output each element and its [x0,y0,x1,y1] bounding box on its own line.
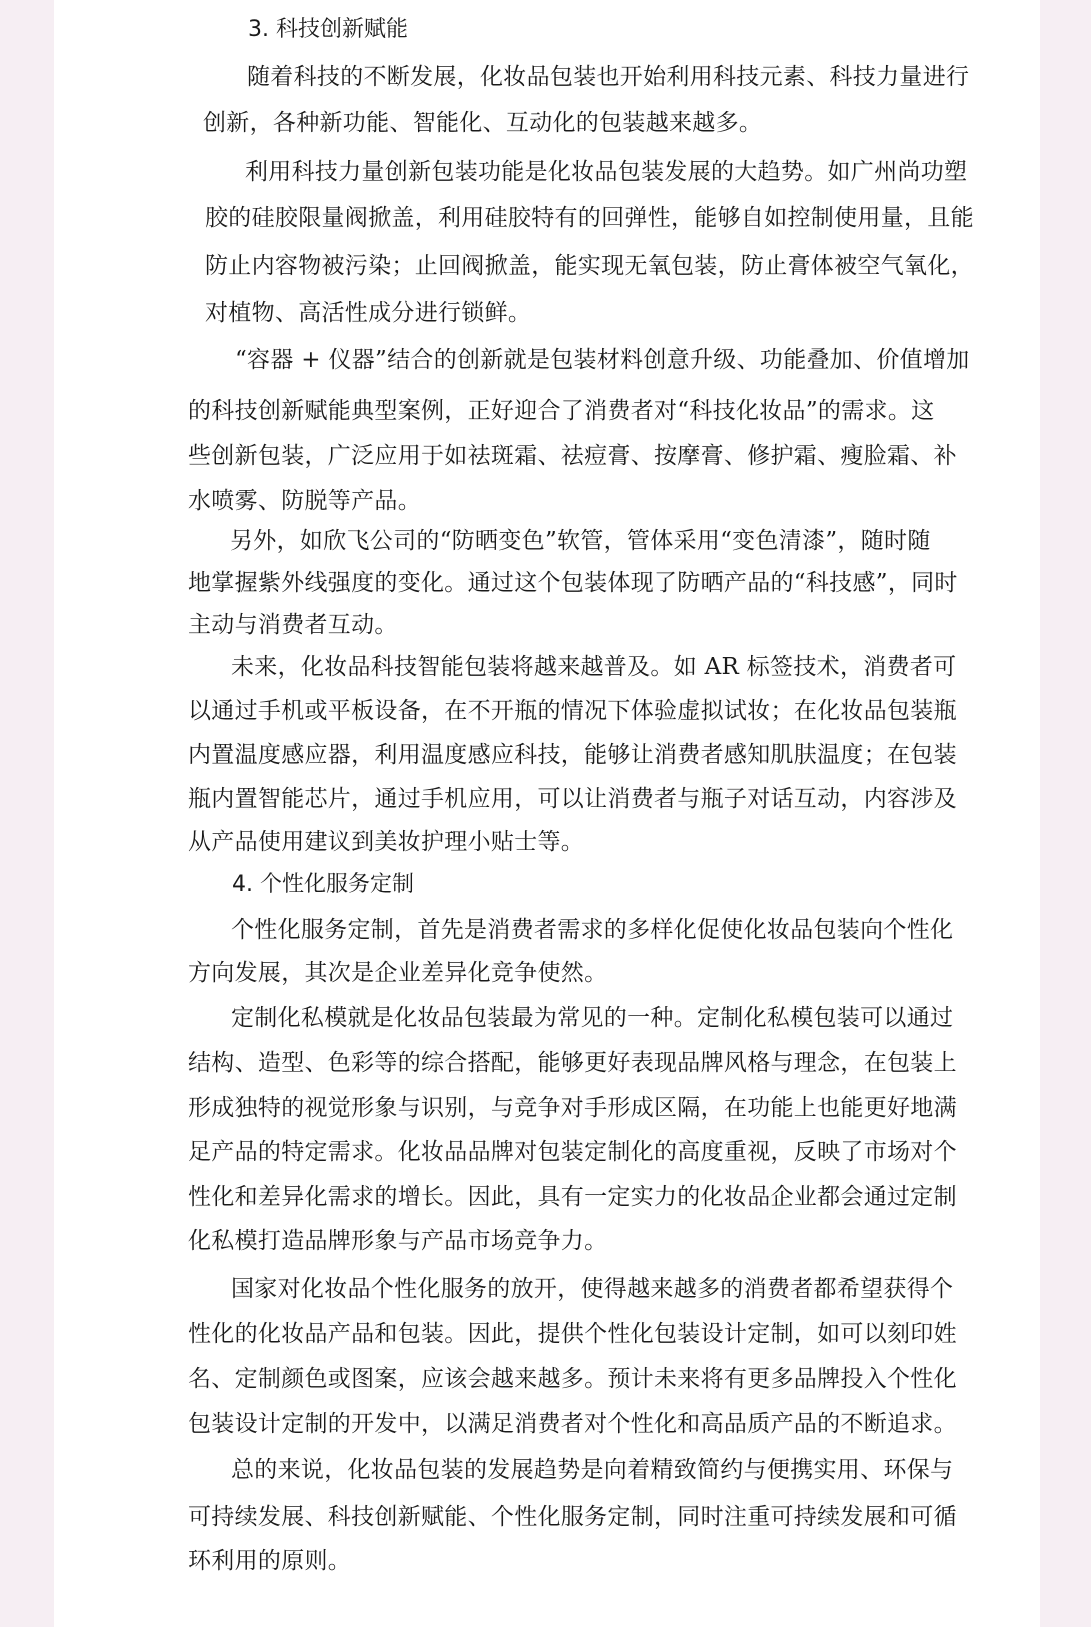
paragraph-line: 总的来说，化妆品包装的发展趋势是向着精致简约与便携实用、环保与 [231,1457,954,1483]
paragraph-line: 创新，各种新功能、智能化、互动化的包装越来越多。 [203,110,763,136]
paragraph-line: 方向发展，其次是企业差异化竞争使然。 [188,960,608,986]
paragraph-line: 些创新包装，广泛应用于如祛斑霜、祛痘膏、按摩膏、修护霜、瘦脸霜、补 [188,443,957,469]
paragraph-line: 未来，化妆品科技智能包装将越来越普及。如 AR 标签技术，消费者可 [231,654,957,680]
paragraph-line: 随着科技的不断发展，化妆品包装也开始利用科技元素、科技力量进行 [247,64,970,90]
paragraph-line: 内置温度感应器，利用温度感应科技，能够让消费者感知肌肤温度；在包装 [188,742,957,768]
paragraph-line: 个性化服务定制，首先是消费者需求的多样化促使化妆品包装向个性化 [231,917,954,943]
paragraph-line: 足产品的特定需求。化妆品品牌对包装定制化的高度重视，反映了市场对个 [188,1139,957,1165]
paragraph-line: 定制化私模就是化妆品包装最为常见的一种。定制化私模包装可以通过 [231,1005,954,1031]
paragraph-line: 性化和差异化需求的增长。因此，具有一定实力的化妆品企业都会通过定制 [188,1184,957,1210]
paragraph-line: 结构、造型、色彩等的综合搭配，能够更好表现品牌风格与理念，在包装上 [188,1050,957,1076]
paragraph-line: 化私模打造品牌形象与产品市场竞争力。 [188,1228,608,1254]
document-page [54,0,1040,1627]
paragraph-line: 可持续发展、科技创新赋能、个性化服务定制，同时注重可持续发展和可循 [188,1504,957,1530]
paragraph-line: 国家对化妆品个性化服务的放开，使得越来越多的消费者都希望获得个 [231,1276,954,1302]
paragraph-line: 另外，如欣飞公司的“防晒变色”软管，管体采用“变色清漆”，随时随 [230,528,931,554]
paragraph-line: 对植物、高活性成分进行锁鲜。 [205,300,532,326]
paragraph-line: 利用科技力量创新包装功能是化妆品包装发展的大趋势。如广州尚功塑 [245,159,968,185]
paragraph-line: 环利用的原则。 [188,1548,352,1574]
paragraph-line: 主动与消费者互动。 [188,612,398,638]
paragraph-line: 以通过手机或平板设备，在不开瓶的情况下体验虚拟试妆；在化妆品包装瓶 [188,698,957,724]
paragraph-line: 性化的化妆品产品和包装。因此，提供个性化包装设计定制，如可以刻印姓 [188,1321,957,1347]
paragraph-line: 包装设计定制的开发中，以满足消费者对个性化和高品质产品的不断追求。 [188,1411,957,1437]
paragraph-line: 从产品使用建议到美妆护理小贴士等。 [188,829,585,855]
paragraph-line: 胶的硅胶限量阀掀盖，利用硅胶特有的回弹性，能够自如控制使用量，且能 [205,205,974,231]
paragraph-line: 防止内容物被污染；止回阀掀盖，能实现无氧包装，防止膏体被空气氧化， [205,253,974,279]
paragraph-line: 的科技创新赋能典型案例，正好迎合了消费者对“科技化妆品”的需求。这 [188,398,935,424]
section-3-heading: 3. 科技创新赋能 [248,17,408,42]
paragraph-line: 水喷雾、防脱等产品。 [188,488,421,514]
paragraph-line: 名、定制颜色或图案，应该会越来越多。预计未来将有更多品牌投入个性化 [188,1366,957,1392]
section-4-heading: 4. 个性化服务定制 [232,872,414,897]
paragraph-line: 地掌握紫外线强度的变化。通过这个包装体现了防晒产品的“科技感”，同时 [188,570,958,596]
paragraph-line: “容器 + 仪器”结合的创新就是包装材料创意升级、功能叠加、价值增加 [235,347,970,373]
paragraph-line: 形成独特的视觉形象与识别，与竞争对手形成区隔，在功能上也能更好地满 [188,1095,957,1121]
paragraph-line: 瓶内置智能芯片，通过手机应用，可以让消费者与瓶子对话互动，内容涉及 [188,786,957,812]
